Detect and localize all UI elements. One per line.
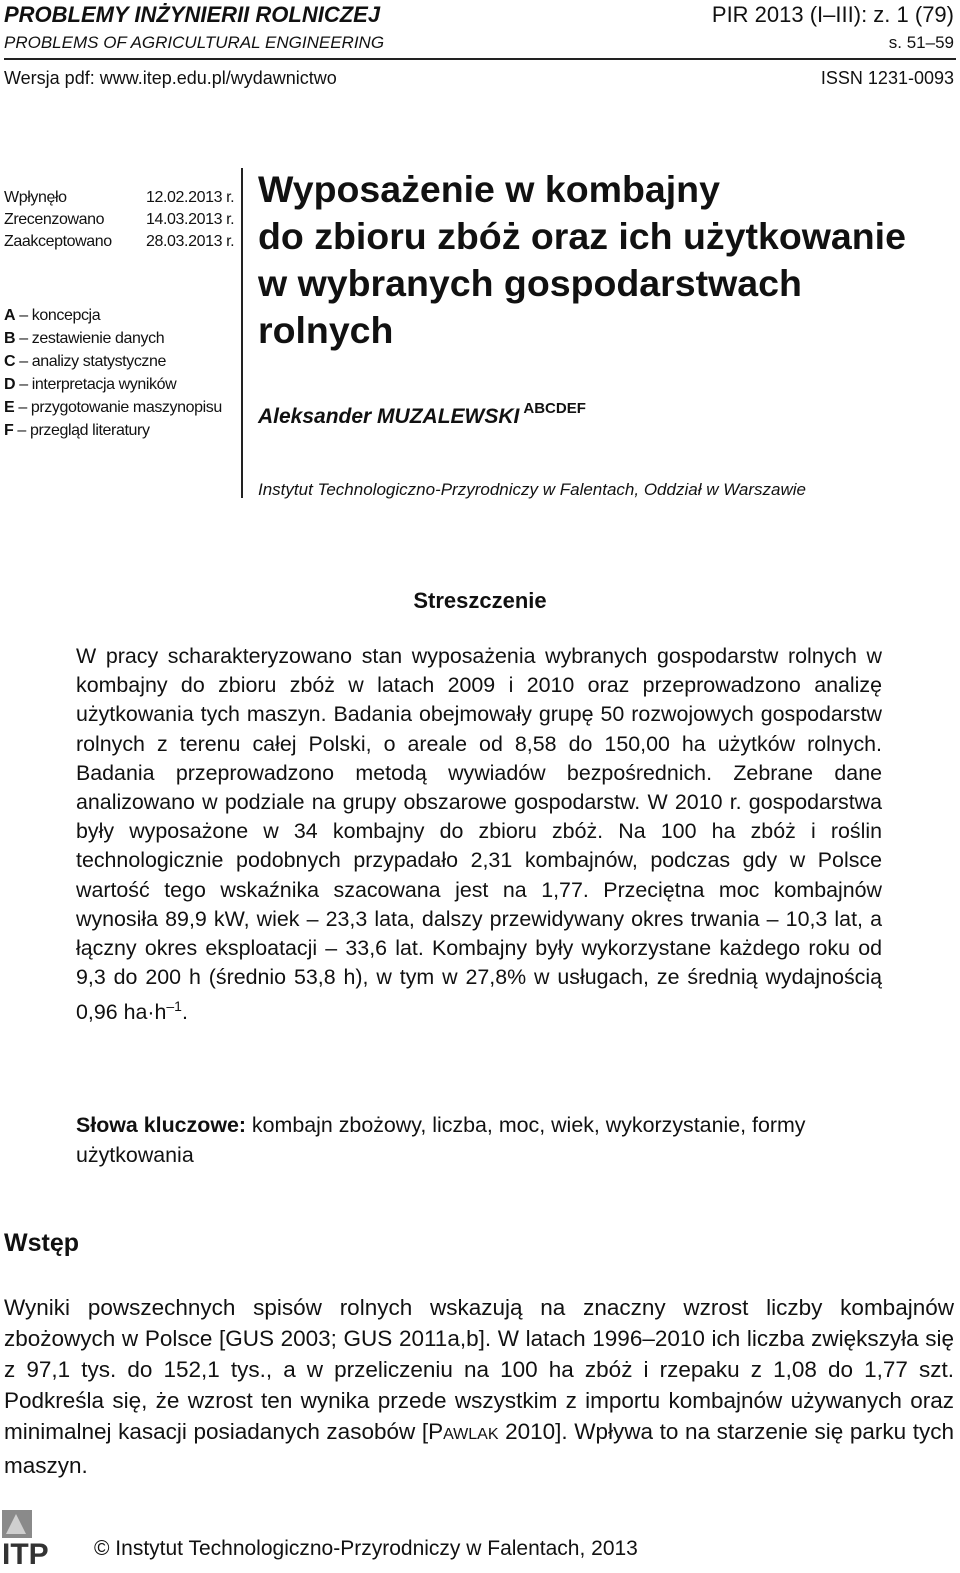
intro-paragraph: Wyniki powszechnych spisów rolnych wskazują na znaczny wzrost liczby kombajnów zbożowych w Polsce [GUS 2003; GUS 2011a,b]. W latach 1996–2010 ich liczba zwiększyła się z 97,1 tys. do 152,1 tys., a w przeliczeniu na 100 ha zbóż i rzepaku z 1,08 do 1,77 szt. Podkreśla się, że wzrost ten wynika przede wszystkim z importu kombajnów używanych oraz minimalnej kasacji posiadanych zasobów [PAWLAK 2010]. Wpływa to na starzenie się parku tych maszyn. xyxy=(4,1295,954,1478)
date-label: Wpłynęło xyxy=(4,189,67,206)
submission-dates xyxy=(4,187,234,253)
header-rule xyxy=(4,58,956,60)
role-item: E – przygotowanie maszynopisu xyxy=(4,399,222,416)
author-roles: ABCDEF xyxy=(523,400,586,417)
keywords xyxy=(76,1110,896,1170)
journal-pages: s. 51–59 xyxy=(888,33,954,52)
date-value: 28.03.2013 r. xyxy=(146,233,235,250)
abstract-heading: Streszczenie xyxy=(413,588,547,613)
itp-logo xyxy=(0,1508,86,1573)
author-roles-legend xyxy=(4,304,222,442)
affiliation: Instytut Technologiczno-Przyrodniczy w Falentach, Oddział w Warszawie xyxy=(258,480,807,499)
svg-text:ITP: ITP xyxy=(2,1538,49,1568)
copyright: © Instytut Technologiczno-Przyrodniczy w Falentach, 2013 xyxy=(94,1537,638,1560)
date-value: 14.03.2013 r. xyxy=(146,211,235,228)
date-row-accepted xyxy=(4,231,234,253)
journal-title-en: PROBLEMS OF AGRICULTURAL ENGINEERING xyxy=(4,33,385,52)
journal-issue: PIR 2013 (I–III): z. 1 (79) xyxy=(711,2,954,27)
role-item: B – zestawienie danych xyxy=(4,330,165,347)
author xyxy=(258,400,586,429)
journal-title: PROBLEMY INŻYNIERII ROLNICZEJ xyxy=(4,2,381,27)
keywords-list: kombajn zbożowy, liczba, moc, wiek, wykorzystanie, formy użytkowania xyxy=(76,1113,806,1167)
vertical-divider xyxy=(241,168,243,498)
date-label: Zaakceptowano xyxy=(4,233,112,250)
role-item: A – koncepcja xyxy=(4,307,101,324)
keywords-label: Słowa kluczowe: xyxy=(76,1113,246,1137)
issn: ISSN 1231-0093 xyxy=(820,68,954,88)
role-item: D – interpretacja wyników xyxy=(4,376,177,393)
date-label: Zrecenzowano xyxy=(4,211,105,228)
article-title: Wyposażenie w kombajny do zbioru zbóż oraz ich użytkowanie w wybranych gospodarstwach rolnych xyxy=(258,168,906,351)
author-name: Aleksander MUZALEWSKI xyxy=(258,405,520,428)
date-row-reviewed xyxy=(4,209,234,231)
abstract-text: W pracy scharakteryzowano stan wyposażenia wybranych gospodarstw rolnych w kombajny do zbioru zbóż w latach 2009 i 2010 oraz przeprowadzono analizę użytkowania tych maszyn. Badania obejmowały grupę 50 rozwojowych gospodarstw rolnych z terenu całej Polski, o areale od 8,58 do 150,00 ha użytków rolnych. Badania przeprowadzono metodą wywiadów bezpośrednich. Zebrane dane analizowano w podziale na grupy obszarowe gospodarstw. W 2010 r. gospodarstwa były wyposażone w 34 kombajny do zbioru zbóż. Na 100 ha zbóż i roślin technologicznie podobnych przypadało 2,31 kombajnów, podczas gdy w Polsce wartość tego wskaźnika szacowana jest na 1,77. Przeciętna moc kombajnów wynosiła 89,9 kW, wiek – 23,3 lata, dalszy przewidywany okres trwania – 10,3 lat, a łączny okres eksploatacji – 33,6 lat. Kombajny były wykorzystane każdego roku od 9,3 do 200 h (średnio 53,8 h), w tym w 27,8% w usługach, ze średnią wydajnością 0,96 $ha\cdot h^{-1}$. xyxy=(76,644,882,1025)
date-row-received xyxy=(4,187,234,209)
section-heading: Wstęp xyxy=(4,1229,79,1257)
date-value: 12.02.2013 r. xyxy=(146,189,235,206)
pdf-version-link[interactable]: Wersja pdf: www.itep.edu.pl/wydawnictwo xyxy=(4,68,337,88)
role-item: C – analizy statystyczne xyxy=(4,353,167,370)
role-item: F – przegląd literatury xyxy=(4,422,150,439)
